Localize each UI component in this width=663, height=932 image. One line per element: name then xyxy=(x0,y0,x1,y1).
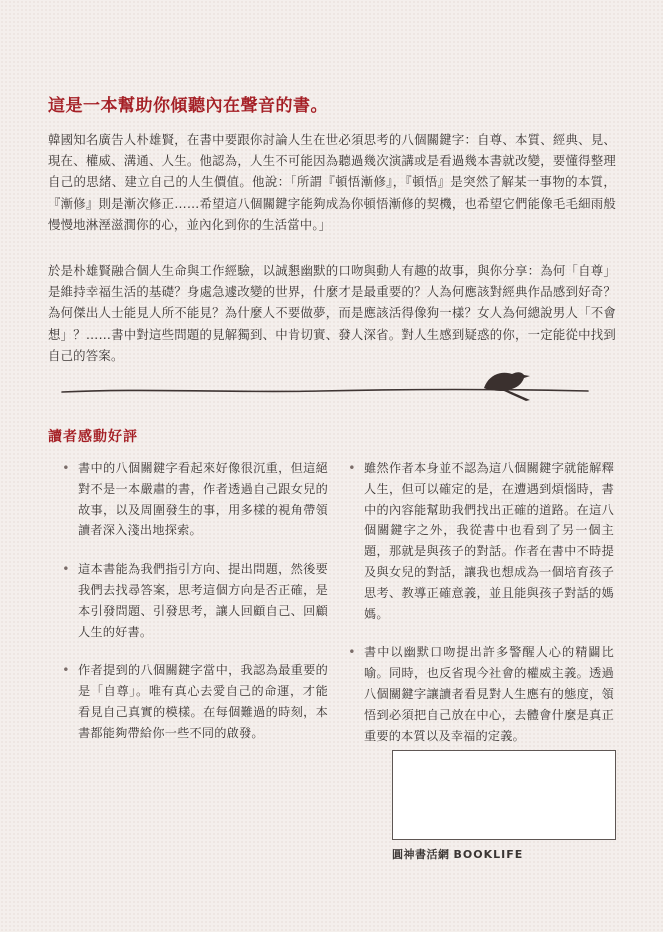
review-text: 這本書能為我們指引方向、提出問題，然後要我們去找尋答案，思考這個方向是否正確，是本引發問題、引發思考，讓人回顧自己、回顧人生的好書。 xyxy=(78,562,328,639)
list-item xyxy=(60,559,328,642)
headline: 這是一本幫助你傾聽內在聲音的書。 xyxy=(48,96,328,116)
list-item xyxy=(346,458,614,624)
barcode-box xyxy=(392,750,616,840)
publisher-brand xyxy=(392,846,552,862)
review-text: 雖然作者本身並不認為這八個關鍵字就能解釋人生，但可以確定的是，在遭遇到煩惱時，書中的內容能幫助我們找出正確的道路。在這八個關鍵字之外，我從書中也看到了另一個主題，那就是與孩子的對話。作者在書中不時提及與女兒的對話，讓我也想成為一個培育孩子思考、教導正確意義，並且能與孩子對話的媽媽。 xyxy=(364,461,614,621)
list-item xyxy=(60,660,328,743)
brand-english: BOOKLIFE xyxy=(453,848,524,861)
bullet-icon: • xyxy=(62,461,70,475)
intro-paragraph-2: 於是朴雄賢融合個人生命與工作經驗，以誠懇幽默的口吻與動人有趣的故事，與你分享：為何「自尊」是維持幸福生活的基礎？身處急遽改變的世界，什麼才是最重要的？人為何應該對經典作品感到好奇？為何傑出人士能見人所不能見？為什麼人不要做夢，而是應該活得像狗一樣？女人為何總說男人「不會想」？……書中對這些問題的見解獨到、中肯切實、發人深省。對人生感到疑惑的你，一定能從中找到自己的答案。 xyxy=(48,263,616,363)
review-text: 書中以幽默口吻提出許多警醒人心的精闢比喻。同時，也反省現今社會的權威主義。透過八個關鍵字讓讀者看見對人生應有的態度，領悟到必須把自己放在中心，去體會什麼是真正重要的本質以及幸福的定義。 xyxy=(364,645,614,743)
reviews-left-column xyxy=(60,458,328,762)
bullet-icon: • xyxy=(348,461,356,475)
bullet-icon: • xyxy=(62,562,70,577)
bird-on-branch-icon xyxy=(60,362,590,402)
review-text: 書中的八個關鍵字看起來好像很沉重，但這絕對不是一本嚴肅的書，作者透過自己跟女兒的故事，以及周圍發生的事，用多樣的視角帶領讀者深入淺出地探索。 xyxy=(78,461,328,538)
review-text: 作者提到的八個關鍵字當中，我認為最重要的是「自尊」。唯有真心去愛自己的命運，才能看見自己真實的模樣。在每個難過的時刻，本書都能夠帶給你一些不同的啟發。 xyxy=(78,663,328,740)
reviews-title: 讀者感動好評 xyxy=(48,429,138,445)
list-item xyxy=(60,458,328,541)
brand-chinese: 圓神書活網 xyxy=(392,848,450,861)
list-item xyxy=(346,642,614,746)
intro-paragraph-1: 韓國知名廣告人朴雄賢，在書中要跟你討論人生在世必須思考的八個關鍵字：自尊、本質、經典、見、現在、權威、溝通、人生。他認為，人生不可能因為聽過幾次演講或是看過幾本書就改變，要懂得整理自己的思緒、建立自己的人生價值。他說：「所謂『頓悟漸修』，『頓悟』是突然了解某一事物的本質，『漸修』則是漸次修正……希望這八個關鍵字能夠成為你頓悟漸修的契機，也希望它們能像毛毛細雨般慢慢地淋溼滋潤你的心，並內化到你的生活當中。」 xyxy=(48,132,616,232)
reviews-right-column xyxy=(346,458,614,764)
bullet-icon: • xyxy=(62,663,70,678)
bullet-icon: • xyxy=(348,645,356,660)
